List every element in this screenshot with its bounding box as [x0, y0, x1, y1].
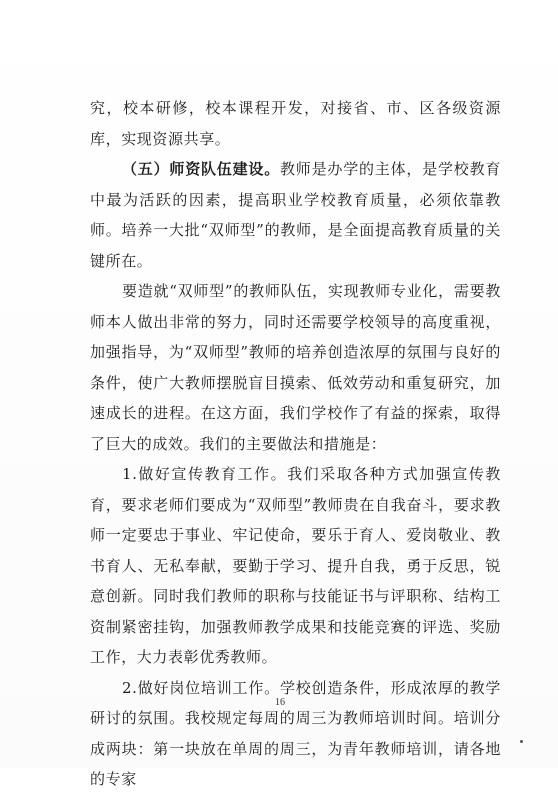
section-heading: （五）师资队伍建设。	[122, 160, 280, 178]
page-number: 16	[275, 697, 285, 708]
paragraph-text: 教师是办学的主体，是学校教育中最为活跃的因素，提高职业学校教育质量，必须依靠教师。培养一大批“双师型”的教师，是全面提高教育质量的关键所在。	[90, 160, 501, 270]
paragraph-measure-2	[90, 673, 501, 795]
paragraph-text: 1.做好宣传教育工作。我们采取各种方式加强宣传教育，要求老师们要成为“双师型”教师贵在自我奋斗，要求教师一定要忠于事业、牢记使命，要乐于育人、爱岗敬业、教书育人、无私奉献，要勤于学习、提升自我，勇于反思，锐意创新。同时我们教师的职称与技能证书与评职称、结构工资制紧密挂钩，加强教师教学成果和技能竞赛的评选、奖励工作，大力表彰优秀教师。	[90, 465, 501, 666]
paragraph-text: 究，校本研修，校本课程开发，对接省、市、区各级资源库，实现资源共享。	[90, 99, 501, 148]
paragraph-continuation	[90, 93, 501, 154]
paragraph-text: 2.做好岗位培训工作。学校创造条件，形成浓厚的教学研讨的氛围。我校规定每周的周三为教师培训时间。培训分成两块：第一块放在单周的周三，为青年教师培训，请各地的专家	[90, 678, 501, 788]
paragraph-text: 要造就“双师型”的教师队伍，实现教师专业化，需要教师本人做出非常的努力，同时还需要学校领导的高度重视，加强指导，为“双师型”教师的培养创造浓厚的氛围与良好的条件，使广大教师摆脱盲目摸索、低效劳动和重复研究，加速成长的进程。在这方面，我们学校作了有益的探索，取得了巨大的成效。我们的主要做法和措施是：	[90, 282, 501, 453]
body-text	[90, 93, 501, 795]
scan-speck	[520, 740, 523, 743]
paragraph-measure-1	[90, 459, 501, 673]
paragraph-teacher-team	[90, 154, 501, 276]
paragraph-dual-teacher	[90, 276, 501, 459]
